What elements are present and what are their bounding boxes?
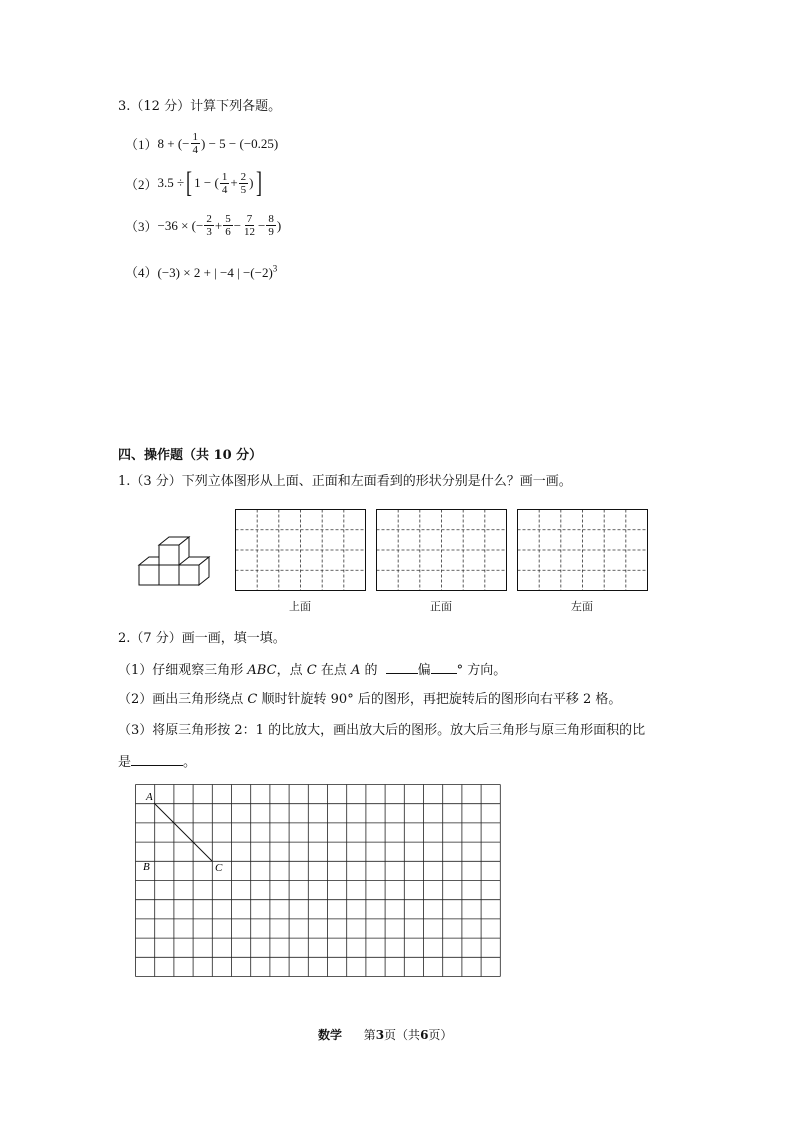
expr-part: ) (276, 217, 282, 233)
page-footer (318, 1027, 452, 1043)
section4-heading: 四、操作题（共 10 分） (118, 448, 263, 463)
numerator: 7 (246, 213, 253, 225)
q4-2-part3: （3）将原三角形按 2：1 的比放大，画出放大后的图形。放大后三角形与原三角形面积的比 (118, 723, 646, 738)
text: 在点 (320, 663, 347, 678)
cube-stack-figure (135, 533, 215, 591)
numerator: 8 (268, 213, 274, 225)
expr-part: + (214, 217, 223, 233)
fraction (239, 171, 249, 196)
expr-part: 8 + (− (157, 135, 190, 151)
text: ，点 (276, 663, 303, 678)
numerator: 1 (192, 131, 199, 143)
text: 的 (364, 663, 378, 678)
caption-left-view: 左面 (571, 600, 593, 613)
expr-part: (−3) × 2 + | −4 | −(−2) (157, 265, 273, 280)
point-name: C (247, 692, 258, 707)
text: 顺时针旋转 90° 后的图形，再把旋转后的图形向右平移 2 格。 (261, 692, 622, 707)
label-a: A (146, 791, 153, 803)
expr-part: − (258, 217, 266, 233)
footer-subject: 数学 (318, 1028, 343, 1042)
page-number: 3 (375, 1028, 385, 1042)
left-bracket: [ (186, 166, 193, 199)
fraction (220, 171, 230, 196)
fraction (204, 213, 214, 238)
angle-blank[interactable] (431, 661, 457, 674)
expr-part: − (233, 217, 242, 233)
caption-front-view: 正面 (430, 600, 452, 613)
label-b: B (143, 861, 150, 873)
fraction (223, 213, 233, 238)
expr-part: −36 × (− (157, 217, 204, 233)
fraction (266, 213, 276, 238)
text: 页（共 (384, 1028, 421, 1042)
page-total: 6 (420, 1028, 429, 1042)
ratio-blank[interactable] (131, 753, 183, 766)
item-label: （4） (125, 265, 158, 280)
text: 是 (118, 755, 132, 770)
text: 。 (183, 755, 197, 770)
label-c: C (215, 862, 223, 874)
caption-top-view: 上面 (289, 600, 311, 613)
item-label: （1） (125, 137, 158, 152)
denominator: 5 (240, 183, 247, 196)
item-label: （3） (125, 219, 158, 234)
denominator: 12 (244, 226, 256, 238)
numerator: 2 (206, 213, 212, 225)
expr-part: ) (249, 175, 254, 190)
expr-part: + (230, 175, 238, 190)
q4-1-text: 1.（3 分）下列立体图形从上面、正面和左面看到的形状分别是什么？画一画。 (118, 474, 572, 489)
grid-top-view[interactable] (235, 509, 366, 591)
denominator: 4 (221, 183, 228, 196)
fraction (191, 131, 201, 156)
text: ° 方向。 (456, 663, 507, 678)
item-label: （2） (125, 176, 158, 192)
triangle-grid[interactable] (135, 784, 503, 978)
q4-2-part3-line2 (118, 753, 196, 771)
expr-part: 3.5 ÷ (157, 175, 185, 190)
point-name: C (306, 663, 317, 678)
q3-title: 3.（12 分）计算下列各题。 (118, 99, 282, 114)
denominator: 6 (225, 226, 231, 238)
q4-2-part1 (118, 661, 506, 679)
text: （1）仔细观察三角形 (118, 663, 244, 678)
point-name: A (350, 663, 361, 678)
text: （2）画出三角形绕点 (118, 692, 244, 707)
q3-item-3 (125, 213, 281, 238)
text: 第 (363, 1028, 376, 1042)
q3-item-2 (125, 168, 264, 198)
segment-ac (154, 803, 212, 861)
q4-2-part2 (118, 692, 621, 708)
exponent: 3 (272, 263, 278, 274)
denominator: 3 (206, 226, 212, 238)
expr-part: 1 − ( (194, 175, 219, 190)
direction-blank[interactable] (386, 661, 418, 674)
fraction (242, 213, 257, 238)
numerator: 2 (240, 170, 247, 183)
text: 偏 (417, 663, 431, 678)
right-bracket: ] (255, 166, 262, 199)
grid-left-view[interactable] (517, 509, 648, 591)
q3-item-4 (125, 262, 277, 281)
text: 页） (428, 1028, 453, 1042)
grid-front-view[interactable] (376, 509, 507, 591)
numerator: 1 (221, 170, 228, 183)
denominator: 4 (192, 144, 199, 156)
numerator: 5 (225, 213, 231, 225)
q4-2-title: 2.（7 分）画一画，填一填。 (118, 631, 286, 646)
q3-item-1 (125, 131, 278, 156)
triangle-name: ABC (247, 663, 277, 678)
denominator: 9 (268, 226, 274, 238)
expr-part: ) − 5 − (−0.25) (201, 135, 279, 151)
